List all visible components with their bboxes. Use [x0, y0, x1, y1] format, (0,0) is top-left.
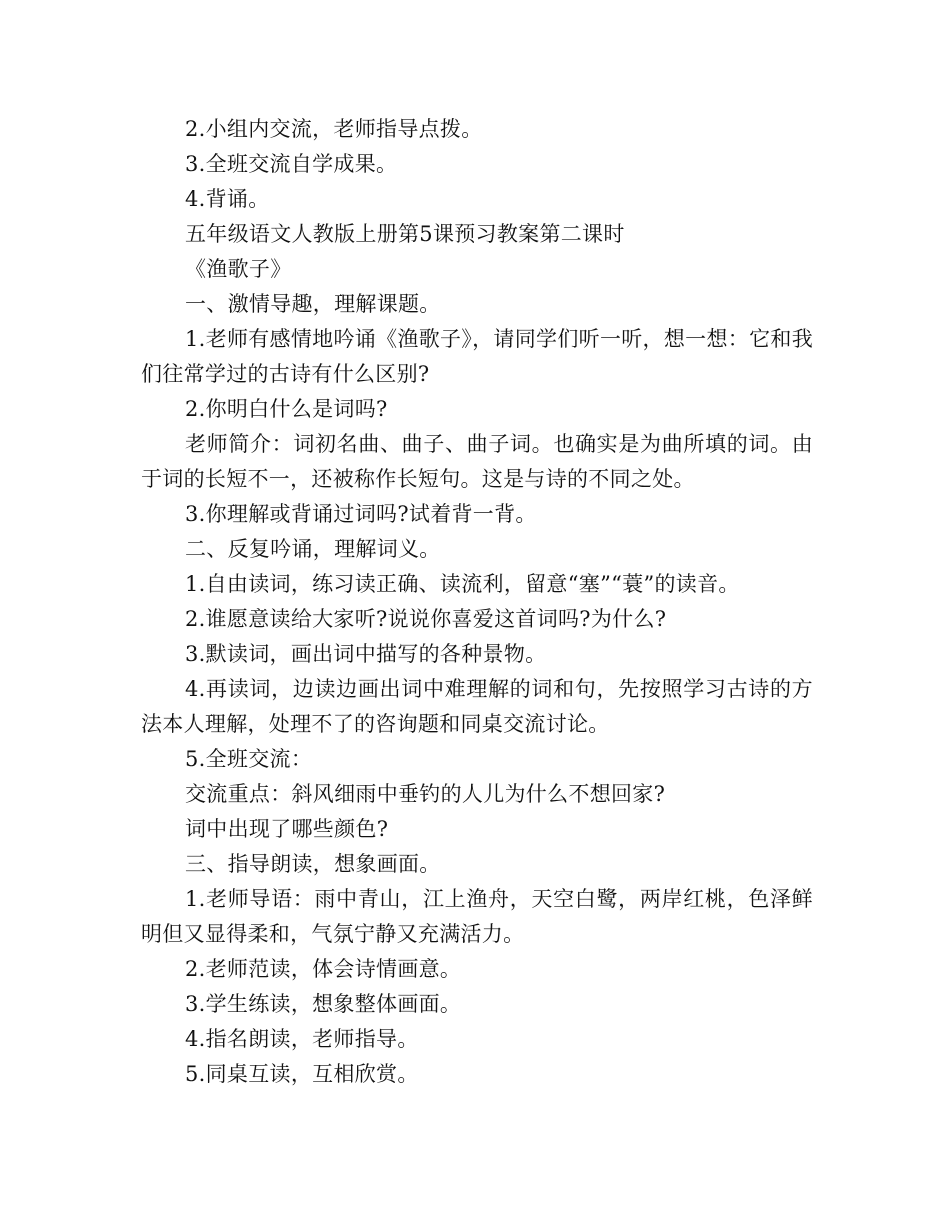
paragraph: 2.你明白什么是词吗? [185, 397, 388, 421]
paragraph: 5.同桌互读，互相欣赏。 [185, 1062, 419, 1086]
paragraph: 1.老师有感情地吟诵《渔歌子》，请同学们听一听，想一想：它和我们往常学过的古诗有什么区别? [141, 327, 813, 386]
paragraph: 4.再读词，边读边画出词中难理解的词和句，先按照学习古诗的方法本人理解，处理不了的咨询题和同桌交流讨论。 [141, 677, 813, 736]
paragraph: 2.老师范读，体会诗情画意。 [185, 957, 462, 981]
section-heading: 二、反复吟诵，理解词义。 [185, 537, 441, 561]
paragraph: 1.自由读词，练习读正确、读流利，留意“塞”“蓑”的读音。 [185, 572, 740, 596]
paragraph: 3.全班交流自学成果。 [185, 152, 398, 176]
paragraph: 交流重点：斜风细雨中垂钓的人儿为什么不想回家? [185, 782, 666, 806]
document-body [141, 112, 813, 1092]
paragraph: 词中出现了哪些颜色? [185, 817, 389, 841]
paragraph: 4.指名朗读，老师指导。 [185, 1027, 419, 1051]
section-heading: 一、激情导趣，理解课题。 [185, 292, 441, 316]
paragraph: 5.全班交流： [185, 747, 313, 771]
poem-title: 《渔歌子》 [185, 257, 292, 281]
lesson-heading: 五年级语文人教版上册第5课预习教案第二课时 [185, 222, 625, 246]
paragraph: 老师简介：词初名曲、曲子、曲子词。也确实是为曲所填的词。由于词的长短不一，还被称作长短句。这是与诗的不同之处。 [141, 432, 813, 491]
paragraph: 1.老师导语：雨中青山，江上渔舟，天空白鹭，两岸红桃，色泽鲜明但又显得柔和，气氛宁静又充满活力。 [141, 887, 813, 946]
paragraph: 3.学生练读，想象整体画面。 [185, 992, 462, 1016]
paragraph: 3.你理解或背诵过词吗?试着背一背。 [185, 502, 537, 526]
section-heading: 三、指导朗读，想象画面。 [185, 852, 441, 876]
paragraph: 2.谁愿意读给大家听?说说你喜爱这首词吗?为什么? [185, 607, 667, 631]
paragraph: 4.背诵。 [185, 187, 270, 211]
paragraph: 3.默读词，画出词中描写的各种景物。 [185, 642, 547, 666]
paragraph: 2.小组内交流，老师指导点拨。 [185, 117, 483, 141]
